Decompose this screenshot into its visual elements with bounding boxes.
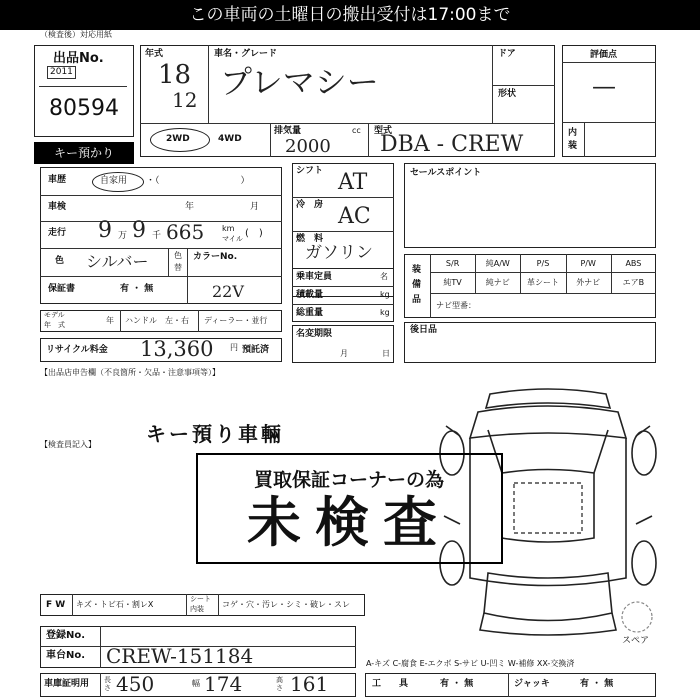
load-unit: kg	[380, 290, 390, 299]
length-label: 長さ	[104, 676, 111, 692]
mileage-unit-km: km	[222, 224, 235, 233]
history-rest: ・（ ）	[146, 176, 250, 186]
history-value: 自家用	[100, 176, 128, 186]
equipment-row2-item: エアB	[622, 278, 645, 287]
mileage-sen: 千	[152, 231, 162, 241]
color-value: シルバー	[86, 252, 149, 271]
mileage-digit2: 9	[132, 218, 146, 243]
evaluation-label: 評価点	[590, 50, 618, 60]
sales-point-label: セールスポイント	[410, 168, 482, 178]
recycle-unit: 円	[230, 343, 238, 352]
height-value: 161	[290, 672, 329, 696]
key-kept-stamp: キー預り車輛	[146, 422, 284, 446]
history-label: 車歴	[48, 175, 67, 185]
equipment-label-2: 備	[412, 280, 422, 290]
recycle-label: リサイクル料金	[46, 345, 108, 355]
tools-value: 有 ・ 無	[440, 679, 474, 689]
inspection-month: 月	[250, 202, 260, 212]
width-label: 幅	[192, 679, 200, 688]
color-no-label: カラーNo.	[193, 252, 238, 262]
mileage-man: 万	[118, 231, 128, 241]
stamp-line2: 未検査	[247, 491, 451, 554]
jack-value: 有 ・ 無	[580, 679, 614, 689]
color-sub-label1: 色	[174, 251, 182, 260]
recycle-value: 13,360	[140, 337, 214, 361]
equipment-label-1: 装	[412, 265, 422, 275]
car-name-value: プレマシー	[220, 63, 379, 101]
inspector-label: 【検査員記入】	[40, 440, 96, 449]
seat-text: コゲ・穴・汚レ・シミ・破レ・スレ	[222, 600, 350, 609]
equipment-row1-item: P/S	[536, 259, 550, 268]
drive-2wd-label: 2WD	[166, 134, 190, 144]
year-value: 18	[158, 60, 192, 90]
model-year-label2: 年 式	[44, 321, 65, 329]
lot-number: 80594	[49, 96, 119, 121]
equipment-row2-item: 純TV	[443, 278, 462, 287]
name-change-month: 月	[340, 349, 348, 358]
seat-label1: シート	[190, 595, 211, 603]
model-year-label1: モデル	[44, 311, 65, 319]
dealer-option: ディーラー・並行	[204, 316, 268, 325]
navi-model-label: ナビ型番：	[436, 301, 476, 310]
height-label: 高さ	[276, 676, 283, 692]
weight-unit: kg	[380, 308, 390, 317]
evaluation-value: —	[592, 72, 616, 100]
aftermarket-box	[404, 322, 656, 363]
color-no-value: 22V	[212, 282, 244, 301]
model-code-value: DBA - CREW	[380, 132, 524, 157]
model-code-label: 型式	[374, 126, 393, 136]
chassis-value: CREW-151184	[106, 644, 254, 668]
displacement-value: 2000	[285, 136, 331, 157]
shift-value: AT	[338, 170, 368, 195]
equipment-label-3: 品	[412, 295, 422, 305]
inspection-year: 年	[185, 202, 195, 212]
color-label: 色	[55, 256, 65, 266]
inspection-label: 車検	[48, 202, 67, 212]
size-label: 車庫証明用	[44, 679, 90, 689]
month-value: 12	[172, 88, 198, 112]
handle-option: ハンドル 左・右	[125, 316, 189, 325]
drive-4wd-label: 4WD	[218, 134, 242, 144]
stamp-line1: 買取保証コーナーの為	[253, 469, 444, 491]
seat-label2: 内装	[190, 605, 204, 613]
spare-label: スペア	[622, 636, 650, 646]
mileage-rest: 665	[166, 220, 205, 244]
equipment-row2-item: 革シート	[526, 278, 559, 287]
unchecked-stamp	[196, 453, 503, 564]
top-fragment-text: （検査後）対応用紙	[40, 30, 112, 39]
fuel-value: ガソリン	[305, 243, 373, 263]
equipment-row1-item: ABS	[625, 259, 642, 268]
key-kept-badge: キー預かり	[34, 142, 134, 164]
equipment-row1-item: S/R	[445, 259, 460, 268]
registration-label: 登録No.	[46, 630, 86, 641]
name-change-day: 日	[382, 349, 390, 358]
lot-year: 2011	[47, 66, 76, 79]
equipment-row2-item: 外ナビ	[576, 278, 601, 287]
year-label: 年式	[145, 49, 164, 59]
shape-label: 形状	[498, 89, 517, 99]
color-sub-label2: 替	[174, 263, 182, 272]
jack-label: ジャッキ	[514, 679, 550, 689]
fw-text: キズ・トビ石・割レX	[76, 600, 154, 609]
interior-label: 内装	[568, 128, 578, 151]
name-grade-label: 車名・グレード	[214, 49, 278, 59]
load-label: 積載量	[296, 290, 324, 300]
damage-legend: A-キズ C-腐食 E-エクボ S-サビ U-凹ミ W-補修 XX-交換済	[366, 659, 575, 668]
capacity-label: 乗車定員	[296, 272, 333, 282]
mileage-digit1: 9	[98, 218, 112, 243]
lot-label: 出品No.	[53, 51, 104, 66]
displacement-unit: cc	[352, 126, 361, 135]
seller-note-label: 【出品店申告欄（不良箇所・欠品・注意事項等）】	[40, 368, 220, 377]
recycle-suffix: 預託済	[242, 345, 270, 355]
model-year-unit: 年	[106, 316, 114, 325]
spare-tire-icon	[620, 600, 654, 634]
name-change-label: 名変期限	[296, 329, 333, 339]
aftermarket-label: 後日品	[410, 325, 438, 335]
length-value: 450	[116, 672, 155, 696]
mileage-unit-mile: マイル	[222, 235, 243, 243]
tools-label: 工 具	[372, 679, 409, 689]
warranty-label: 保証書	[48, 284, 76, 294]
saturday-pickup-banner: この車両の土曜日の搬出受付は17:00まで	[0, 0, 700, 30]
shift-label: シフト	[296, 166, 324, 176]
equipment-row2-item: 純ナビ	[485, 278, 510, 287]
lot-number-box	[34, 45, 134, 137]
capacity-unit: 名	[380, 272, 388, 281]
displacement-label: 排気量	[274, 126, 302, 136]
door-label: ドア	[498, 49, 516, 59]
weight-label: 総重量	[296, 308, 324, 318]
chassis-label: 車台No.	[46, 650, 86, 661]
aircon-label: 冷 房	[296, 200, 324, 210]
mileage-label: 走行	[48, 228, 67, 238]
equipment-row1-item: P/W	[580, 259, 596, 268]
fuel-label: 燃 料	[296, 234, 324, 244]
aircon-value: AC	[338, 204, 371, 229]
equipment-row1-item: 純A/W	[485, 259, 510, 268]
width-value: 174	[204, 672, 243, 696]
fw-label: F W	[46, 600, 66, 610]
warranty-value: 有 ・ 無	[120, 284, 154, 294]
